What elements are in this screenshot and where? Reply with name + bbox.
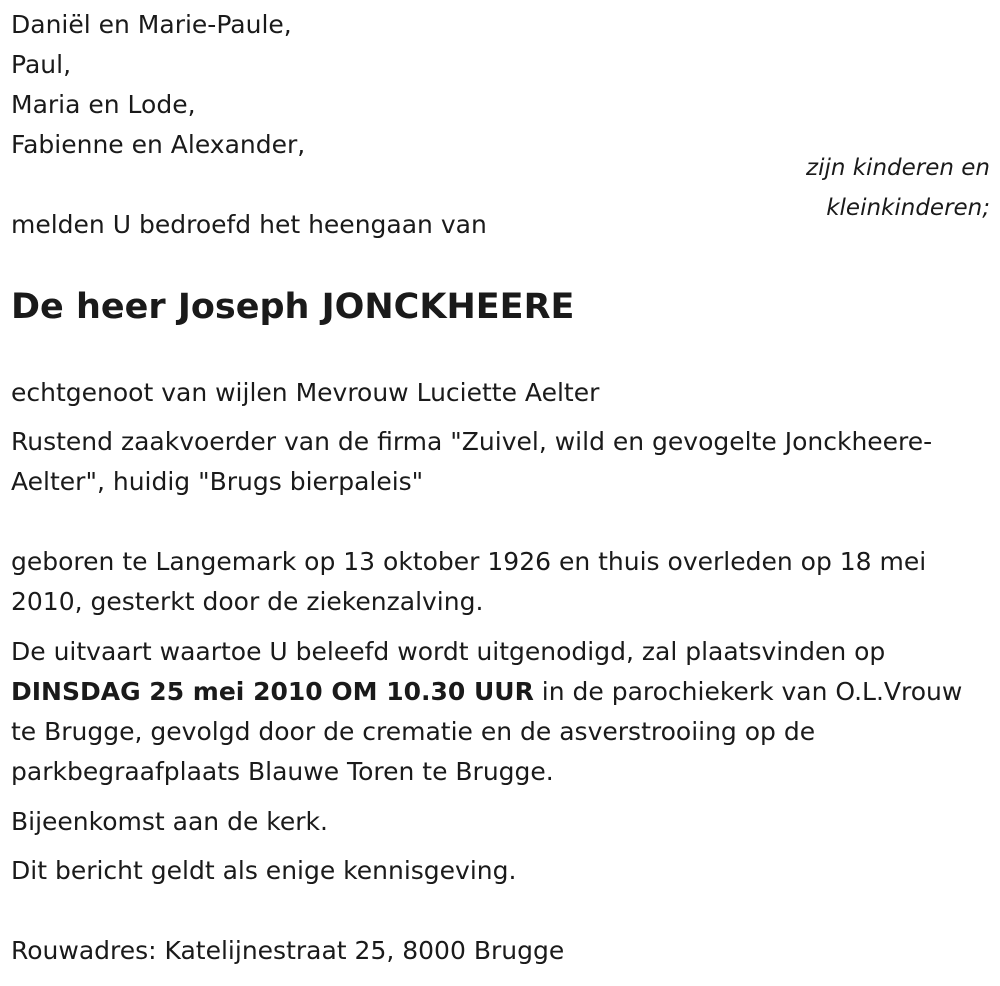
occupation-line-2: Aelter", huidig "Brugs bierpaleis" (11, 467, 424, 496)
birth-death-line-2: 2010, gesterkt door de ziekenzalving. (11, 587, 484, 616)
announcement-text: melden U bedroefd het heengaan van (11, 210, 487, 239)
family-line-3: Maria en Lode, (11, 90, 196, 119)
family-line-2: Paul, (11, 50, 72, 79)
notice-text: Dit bericht geldt als enige kennisgeving. (11, 856, 517, 885)
family-line-1: Daniël en Marie-Paule, (11, 10, 292, 39)
funeral-line-2 (11, 672, 962, 712)
family-line-4: Fabienne en Alexander, (11, 130, 306, 159)
funeral-location: in de parochiekerk van O.L.Vrouw (533, 677, 963, 706)
mourning-address: Rouwadres: Katelijnestraat 25, 8000 Brugge (11, 936, 565, 965)
funeral-line-1: De uitvaart waartoe U beleefd wordt uitgenodigd, zal plaatsvinden op (11, 637, 886, 666)
gathering-text: Bijeenkomst aan de kerk. (11, 807, 328, 836)
funeral-line-3: te Brugge, gevolgd door de crematie en de asverstrooiing op de (11, 717, 816, 746)
funeral-line-4: parkbegraafplaats Blauwe Toren te Brugge. (11, 757, 554, 786)
deceased-name: De heer Joseph JONCKHEERE (11, 287, 575, 327)
relation-line-1: zijn kinderen en (806, 155, 990, 181)
birth-death-line-1: geboren te Langemark op 13 oktober 1926 en thuis overleden op 18 mei (11, 547, 927, 576)
relation-line-2: kleinkinderen; (826, 195, 990, 221)
funeral-date-time: DINSDAG 25 mei 2010 OM 10.30 UUR (11, 677, 534, 706)
occupation-line-1: Rustend zaakvoerder van de firma "Zuivel, wild en gevogelte Jonckheere- (11, 427, 933, 456)
spouse-text: echtgenoot van wijlen Mevrouw Luciette Aelter (11, 378, 600, 407)
